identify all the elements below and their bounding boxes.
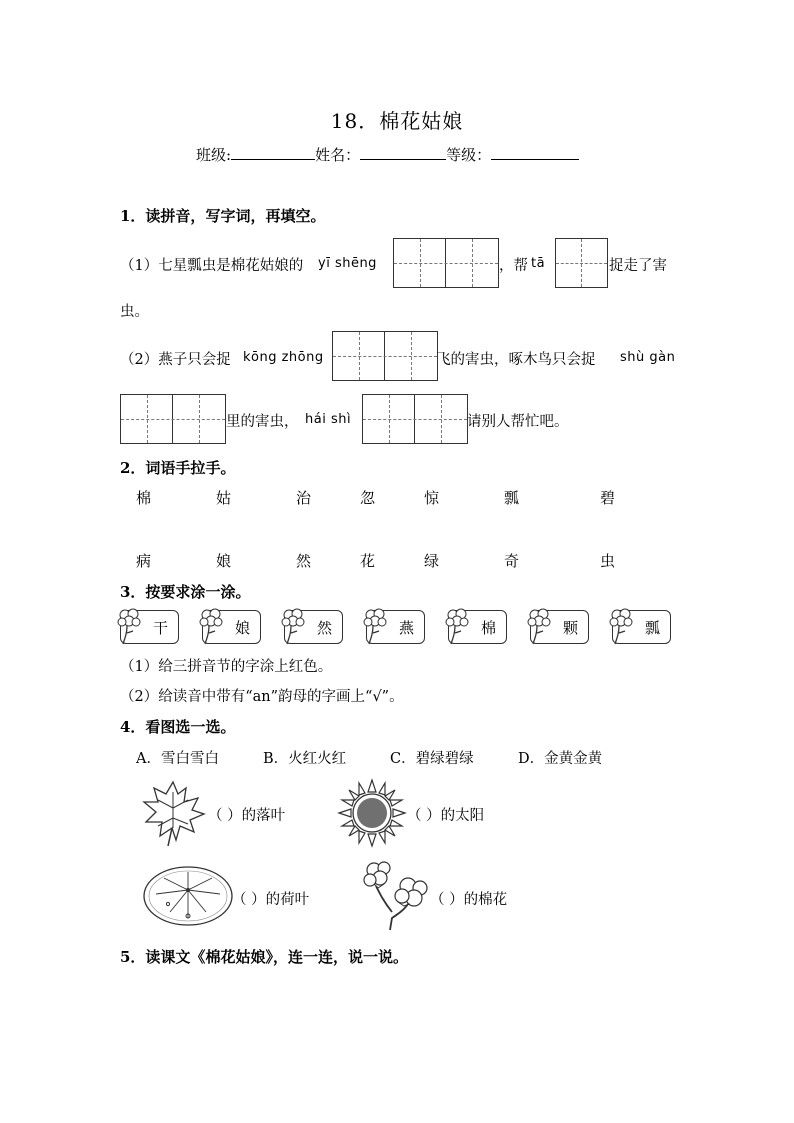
q1-line3-mid: 里的害虫， — [226, 414, 299, 430]
name-label: 姓名： — [315, 146, 361, 164]
q1-pinyin-kongzhong: kōng zhōng — [243, 350, 324, 365]
cotton-flower-icon — [358, 860, 434, 932]
maple-leaf-icon — [138, 778, 208, 848]
sun-icon — [337, 778, 407, 848]
color-card-2[interactable] — [202, 610, 261, 644]
name-field[interactable] — [360, 145, 446, 160]
word-bottom-3[interactable]: 然 — [296, 552, 312, 570]
q5-heading: 5．读课文《棉花姑娘》，连一连，说一说。 — [120, 948, 408, 966]
card-character: 燕 — [398, 619, 414, 637]
word-bottom-6[interactable]: 奇 — [504, 552, 520, 570]
q3-item1: （1）给三拼音节的字涂上红色。 — [120, 659, 333, 675]
card-character: 颗 — [562, 619, 578, 637]
word-bottom-5[interactable]: 绿 — [424, 552, 440, 570]
q1-line1-mid: ，帮 — [499, 258, 528, 274]
word-bottom-4[interactable]: 花 — [360, 552, 376, 570]
q1-line3-suffix: 请别人帮忙吧。 — [467, 414, 569, 430]
option-b: B．火红火红 — [263, 751, 347, 767]
color-card-7[interactable] — [612, 610, 671, 644]
word-top-5[interactable]: 惊 — [424, 489, 440, 507]
grade-label: 等级： — [446, 146, 492, 164]
q4-item-cotton[interactable]: （ ）的棉花 — [430, 892, 508, 908]
q4-item-lotus[interactable]: （ ）的荷叶 — [232, 892, 310, 908]
writing-grid-shugan[interactable] — [120, 394, 226, 444]
q1-heading: 1．读拼音，写字词，再填空。 — [120, 207, 326, 225]
q1-line1-suffix: 捉走了害 — [609, 258, 667, 274]
q1-line2-prefix: （2）燕子只会捉 — [120, 352, 231, 368]
q4-item-sun[interactable]: （ ）的太阳 — [407, 808, 485, 824]
card-character: 然 — [316, 619, 332, 637]
grade-field[interactable] — [491, 145, 579, 160]
q1-pinyin-shugan: shù gàn — [620, 350, 676, 365]
q3-heading: 3．按要求涂一涂。 — [120, 583, 251, 601]
lotus-leaf-icon — [142, 864, 234, 928]
q1-pinyin-haishi: hái shì — [305, 412, 352, 427]
color-card-5[interactable] — [448, 610, 507, 644]
q4-heading: 4．看图选一选。 — [120, 718, 236, 736]
color-card-4[interactable] — [366, 610, 425, 644]
color-card-3[interactable] — [284, 610, 343, 644]
class-field[interactable] — [231, 145, 315, 160]
card-character: 娘 — [234, 619, 250, 637]
word-top-1[interactable]: 棉 — [136, 489, 152, 507]
page-title: 18．棉花姑娘 — [330, 109, 464, 133]
q1-line1-prefix: （1）七星瓢虫是棉花姑娘的 — [120, 258, 304, 274]
card-character: 棉 — [480, 619, 496, 637]
word-bottom-7[interactable]: 虫 — [600, 552, 616, 570]
color-card-1[interactable] — [120, 610, 179, 644]
word-top-3[interactable]: 治 — [296, 489, 312, 507]
option-a: A．雪白雪白 — [136, 751, 219, 767]
color-card-6[interactable] — [530, 610, 589, 644]
writing-grid-yisheng[interactable] — [393, 238, 499, 288]
option-d: D．金黄金黄 — [518, 751, 603, 767]
card-character: 瓢 — [644, 619, 660, 637]
word-top-2[interactable]: 姑 — [216, 489, 232, 507]
writing-grid-haishi[interactable] — [362, 394, 468, 444]
class-label: 班级: — [196, 146, 232, 164]
q2-heading: 2．词语手拉手。 — [120, 459, 236, 477]
word-top-6[interactable]: 瓢 — [504, 489, 520, 507]
q4-item-leaf[interactable]: （ ）的落叶 — [208, 808, 286, 824]
q1-pinyin-yisheng: yī shēng — [318, 256, 377, 271]
card-character: 干 — [152, 619, 168, 637]
writing-grid-ta[interactable] — [555, 238, 608, 288]
word-top-4[interactable]: 忽 — [360, 489, 376, 507]
q1-line1-wrap: 虫。 — [120, 304, 149, 320]
q1-line2-mid: 飞的害虫，啄木鸟只会捉 — [436, 352, 596, 368]
q1-pinyin-ta: tā — [531, 256, 546, 271]
option-c: C．碧绿碧绿 — [390, 751, 474, 767]
student-info-row — [196, 144, 579, 165]
word-top-7[interactable]: 碧 — [600, 489, 616, 507]
writing-grid-kongzhong[interactable] — [332, 331, 438, 381]
word-bottom-2[interactable]: 娘 — [216, 552, 232, 570]
q3-item2: （2）给读音中带有“an”韵母的字画上“√”。 — [120, 689, 404, 705]
word-bottom-1[interactable]: 病 — [136, 552, 152, 570]
